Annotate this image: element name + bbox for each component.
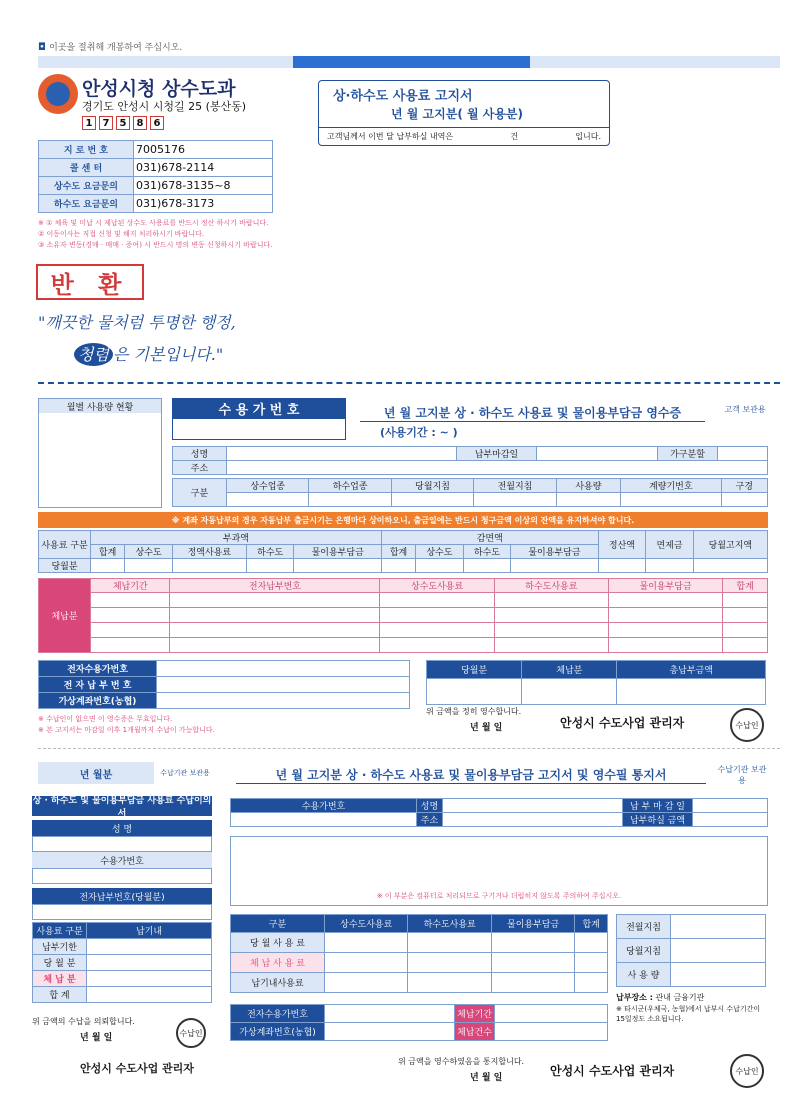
n2-addr-label: 주소 (417, 813, 443, 827)
reduced-col: 하수도 (463, 545, 511, 559)
label-name: 성명 (173, 447, 227, 461)
contact-label: 상수도 요금문의 (39, 177, 134, 195)
stub-epay-label: 전자납부번호(당월분) (32, 888, 212, 904)
notice2-info-table (230, 798, 768, 827)
notice2-title: 년 월 고지분 상 · 하수도 사용료 및 물이용부담금 고지서 및 영수필 통지서 (236, 766, 706, 784)
summary-col: 체납분 (522, 661, 617, 679)
red-note: ※ ① 체육 및 미납 시 제납된 상수도 사용료를 반드시 정산 하시기 바랍니다. (38, 219, 269, 227)
n2-payable-field[interactable] (693, 813, 768, 827)
summary-col: 당월분 (427, 661, 522, 679)
reduced-header: 감면액 (381, 531, 598, 545)
contact-label: 지 로 번 호 (39, 141, 134, 159)
category-col: 전월지침 (474, 479, 556, 493)
e-customer-label: 전자수용가번호 (39, 661, 157, 677)
slogan-line2 (74, 342, 223, 365)
receipt-date: 년 월 일 (470, 723, 503, 733)
contact-label: 콜 센 터 (39, 159, 134, 177)
arrears-label: 체납분 (39, 579, 91, 653)
arrears-table (38, 578, 768, 653)
receipt-note: 위 금액을 정히 영수합니다. (426, 707, 522, 716)
summary-col: 총납부금액 (617, 661, 766, 679)
arrears-col: 합계 (723, 579, 768, 593)
postal-digit: 6 (150, 116, 164, 130)
n2-name-label: 성명 (417, 799, 443, 813)
n2-col: 상수도사용료 (325, 915, 408, 933)
org-address: 경기도 안성시 시청길 25 (봉산동) (82, 100, 247, 113)
stub-name-label: 성 명 (32, 820, 212, 836)
return-stamp: 반 환 (36, 264, 144, 300)
n2-name-field[interactable] (443, 799, 623, 813)
city-logo-icon (38, 74, 78, 114)
stub-seal: 수납인 (176, 1018, 206, 1048)
stub-row-label: 당 월 분 (33, 955, 87, 971)
category-col: 하수업종 (309, 479, 391, 493)
n2-row-label: 납기내사용료 (231, 973, 325, 993)
postal-digit: 8 (133, 116, 147, 130)
auto-pay-banner: ※ 계좌 자동납부의 경우 자동납부 출금시기는 은행마다 상이하오니, 출금일에는 반드시 청구금액 이상의 잔액을 유지하셔야 합니다. (38, 512, 768, 528)
receipt-title: 년 월 고지분 상 · 하수도 사용료 및 물이용부담금 영수증 (360, 404, 705, 422)
arrears-col: 하수도사용료 (494, 579, 608, 593)
settle-header: 정산액 (598, 531, 646, 559)
stub-issuer: 안성시 수도사업 관리자 (80, 1062, 194, 1075)
notice-footer-left: 고객님께서 이번 달 납부하실 내역은 (327, 132, 454, 141)
n2-col: 물이용부담금 (491, 915, 574, 933)
stub-month: 년 월분 (38, 762, 154, 784)
levied-col: 합계 (91, 545, 125, 559)
exempt-header: 면제금 (646, 531, 694, 559)
fold-line (38, 382, 780, 384)
summary-table (426, 660, 766, 705)
top-stripe (38, 56, 780, 68)
n2-due-field[interactable] (693, 799, 768, 813)
stub-customer-field[interactable] (32, 868, 212, 884)
amounts-table (38, 530, 768, 573)
field-name[interactable] (227, 447, 457, 461)
levied-col: 하수도 (246, 545, 294, 559)
customer-no-field[interactable] (172, 418, 346, 440)
arrears-col: 체납기간 (91, 579, 170, 593)
red-notes (38, 218, 272, 251)
n2-col: 합계 (575, 915, 608, 933)
contact-value: 031)678-3173 (134, 195, 273, 213)
n2-payable-label: 납부하실 금액 (623, 813, 693, 827)
copy-tag: 고객 보관용 (724, 405, 766, 414)
category-col: 사용량 (556, 479, 620, 493)
contact-value: 031)678-2114 (134, 159, 273, 177)
stub-fee-label: 사용료 구분 (33, 923, 87, 939)
contacts-table (38, 140, 273, 213)
stub-name-field[interactable] (32, 836, 212, 852)
label-households: 가구분할 (658, 447, 718, 461)
n2-meter-label: 당월지침 (617, 939, 671, 963)
postal-digit: 5 (116, 116, 130, 130)
receipt-issuer: 안성시 수도사업 관리자 (560, 716, 685, 730)
field-due[interactable] (537, 447, 658, 461)
notice-subtitle: 년 월 고지분( 월 사용분) (391, 107, 524, 121)
n2-customer-field[interactable] (231, 813, 417, 827)
stub-customer-label: 수용가번호 (32, 852, 212, 868)
stub-due-label: 납기내 (87, 923, 212, 939)
notice2-epay-table (230, 1004, 608, 1041)
n2-va-field[interactable] (325, 1023, 455, 1041)
notice2-meter-table (616, 914, 766, 987)
receipt-period: (사용기간 : ~ ) (380, 426, 458, 439)
category-col: 상수업종 (227, 479, 309, 493)
notice-title: 상·하수도 사용료 고지서 (333, 89, 473, 104)
levied-col: 상수도 (125, 545, 173, 559)
n2-va-label: 가상계좌번호(농협) (231, 1023, 325, 1041)
n2-issuer: 안성시 수도사업 관리자 (550, 1064, 675, 1078)
n2-addr-field[interactable] (443, 813, 623, 827)
category-table (172, 478, 768, 507)
stub-heading: 상 · 하수도 및 물이용부담금 사용료 수납이의서 (32, 796, 212, 819)
n2-arrear-count-label: 체납건수 (455, 1023, 495, 1041)
receipt-seal: 수납인 (730, 708, 764, 742)
category-col: 구경 (721, 479, 767, 493)
electronic-table (38, 660, 410, 709)
foot-note: ※ 본 고지서는 마감일 이후 1개월까지 수납이 가능합니다. (38, 726, 215, 734)
n2-arrear-label: 체납기간 (455, 1005, 495, 1023)
reduced-col: 합계 (381, 545, 415, 559)
category-col: 당월지침 (391, 479, 473, 493)
reduced-col: 물이용부담금 (511, 545, 598, 559)
levied-col: 물이용부담금 (294, 545, 381, 559)
stub-row-label: 납부기한 (33, 939, 87, 955)
postal-digit: 7 (99, 116, 113, 130)
contact-label: 하수도 요금문의 (39, 195, 134, 213)
n2-meter-label: 사 용 량 (617, 963, 671, 987)
n2-row-label: 당 월 사 용 료 (231, 933, 325, 953)
slogan-highlight: 청렴 (74, 343, 113, 366)
circle-icon: ◘ (38, 42, 46, 53)
n2-blank-note: ※ 이 부분은 컴퓨터로 처리되므로 구기거나 더럽히지 않도록 주의하여 주십시오. (376, 892, 622, 900)
arrears-col: 전자납부번호 (170, 579, 380, 593)
field-addr[interactable] (227, 461, 768, 475)
category-label: 구분 (173, 479, 227, 507)
n2-seal: 수납인 (730, 1054, 764, 1088)
field-households[interactable] (718, 447, 768, 461)
red-note: ③ 소유자 변동(경매 · 매매 · 증여) 시 반드시 명의 변동 신청하시기 바랍니다. (38, 241, 273, 249)
red-note: ② 이동이사는 직접 신청 및 해지 처리하시기 바랍니다. (38, 230, 205, 238)
label-due: 납부마감일 (457, 447, 537, 461)
n2-pay-place (616, 992, 704, 1003)
cut-note-text: 이곳을 절취해 개봉하여 주십시오. (49, 43, 183, 53)
n2-pay-place-value: 관내 금융기관 (655, 993, 705, 1002)
levied-col: 정액사용료 (172, 545, 246, 559)
e-customer-field[interactable] (157, 661, 410, 677)
n2-confirm: 위 금액을 영수하였음을 통지합니다. (398, 1057, 525, 1066)
receipt-foot-notes (38, 714, 215, 736)
cut-note (38, 40, 182, 53)
stub-tag: 수납기관 보관용 (160, 769, 210, 777)
fee-type-label: 사용료 구분 (39, 531, 91, 559)
stub-fee-table (32, 922, 212, 1003)
virtual-account-field[interactable] (157, 693, 410, 709)
slogan-line1: "깨끗한 물처럼 투명한 행정, (38, 313, 236, 332)
stub-row-label: 합 계 (33, 987, 87, 1003)
notice-box (318, 80, 610, 146)
stub-epay-field[interactable] (32, 904, 212, 920)
billed-header: 당월고지액 (693, 531, 767, 559)
foot-note: ※ 수납인이 없으면 이 영수증은 무효입니다. (38, 715, 173, 723)
label-addr: 주소 (173, 461, 227, 475)
e-pay-field[interactable] (157, 677, 410, 693)
stub-confirm: 위 금액의 수납을 의뢰합니다. (32, 1017, 135, 1026)
n2-pay-note: ※ 타시군(우체국, 농협)에서 납부시 수납기간이 15일정도 소요됩니다. (616, 1005, 761, 1023)
levied-header: 부과액 (91, 531, 382, 545)
n2-blank-area (230, 836, 768, 906)
category-col: 계량기번호 (621, 479, 721, 493)
reduced-col: 상수도 (416, 545, 464, 559)
n2-epay-field[interactable] (325, 1005, 455, 1023)
monthly-usage-title: 월별 사용량 현황 (39, 399, 161, 413)
org-name: 안성시청 상수도과 (82, 78, 236, 100)
arrears-col: 상수도사용료 (380, 579, 494, 593)
slogan-rest: 은 기본입니다." (112, 345, 224, 364)
n2-epay-label: 전자수용가번호 (231, 1005, 325, 1023)
n2-col: 하수도사용료 (408, 915, 491, 933)
notice-footer-mid: 건 (510, 132, 519, 141)
stub-date: 년 월 일 (80, 1033, 113, 1043)
postal-code (82, 116, 164, 130)
n2-date: 년 월 일 (470, 1073, 503, 1083)
n2-col: 구분 (231, 915, 325, 933)
notice-footer-right: 입니다. (575, 132, 601, 141)
current-month-label: 당월분 (39, 559, 91, 573)
e-pay-label: 전 자 납 부 번 호 (39, 677, 157, 693)
notice2-tag: 수납기관 보관용 (717, 765, 767, 785)
n2-meter-label: 전월지침 (617, 915, 671, 939)
virtual-account-label: 가상계좌번호(농협) (39, 693, 157, 709)
n2-customer-label: 수용가번호 (231, 799, 417, 813)
arrears-col: 물이용부담금 (608, 579, 722, 593)
stub-row-label: 체 납 분 (33, 971, 87, 987)
contact-value: 031)678-3135~8 (134, 177, 273, 195)
fold-line-2 (38, 748, 780, 749)
n2-pay-place-label: 납부장소 : (616, 993, 653, 1002)
customer-no-header: 수 용 가 번 호 (172, 398, 346, 418)
n2-row-label: 체 납 사 용 료 (231, 953, 325, 973)
n2-due-label: 납 부 마 감 일 (623, 799, 693, 813)
postal-digit: 1 (82, 116, 96, 130)
notice2-fee-table (230, 914, 608, 993)
customer-info-table (172, 446, 768, 475)
monthly-usage-box (38, 398, 162, 508)
contact-value: 7005176 (134, 141, 273, 159)
